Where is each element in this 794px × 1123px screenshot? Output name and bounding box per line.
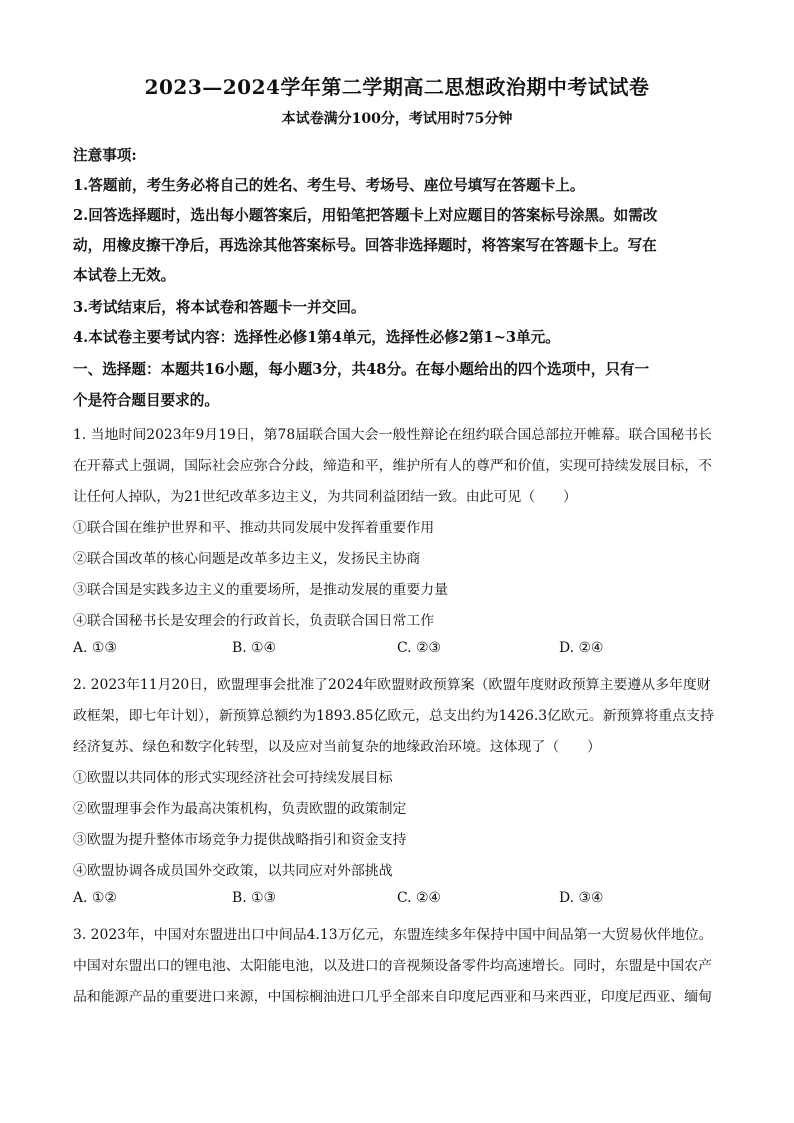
answer-option-a: A. ①③ <box>73 640 117 656</box>
answer-option-b: B. ①③ <box>232 890 276 906</box>
question-stem: 2. 2023年11月20日，欧盟理事会批准了2024年欧盟财政预算案（欧盟年度财政预算主要遵从多年度财 <box>73 677 711 693</box>
question-item: ②联合国改革的核心问题是改革多边主义，发扬民主协商 <box>73 551 421 567</box>
question-stem: 1. 当地时间2023年9月19日，第78届联合国大会一般性辩论在纽约联合国总部拉开帷幕。联合国秘书长 <box>73 427 712 443</box>
notice-line: 1.答题前，考生务必将自己的姓名、考生号、考场号、座位号填写在答题卡上。 <box>73 177 585 194</box>
question-stem: 在开幕式上强调，国际社会应弥合分歧，缔造和平，维护所有人的尊严和价值，实现可持续发展目标，不 <box>73 458 712 474</box>
notice-line: 3.考试结束后，将本试卷和答题卡一并交回。 <box>73 299 366 316</box>
exam-subtitle: 本试卷满分100分，考试用时75分钟 <box>281 111 513 127</box>
question-item: ①欧盟以共同体的形式实现经济社会可持续发展目标 <box>73 770 393 786</box>
answer-option-d: D. ②④ <box>559 640 604 656</box>
question-stem: 中国对东盟出口的锂电池、太阳能电池，以及进口的音视频设备零件均高速增长。同时，东盟是中国农产 <box>73 958 712 974</box>
question-item: ③联合国是实践多边主义的重要场所，是推动发展的重要力量 <box>73 582 449 598</box>
answer-option-c: C. ②③ <box>397 640 441 656</box>
question-stem: 政框架，即七年计划），新预算总额约为1893.85亿欧元，总支出约为1426.3亿欧元。新预算将重点支持 <box>73 708 714 724</box>
answer-option-a: A. ①② <box>73 890 117 906</box>
exam-title: 2023—2024学年第二学期高二思想政治期中考试试卷 <box>144 75 650 99</box>
question-stem: 经济复苏、绿色和数字化转型，以及应对当前复杂的地缘政治环境。这体现了（ ） <box>73 739 601 755</box>
answer-option-c: C. ②④ <box>397 890 441 906</box>
answer-option-b: B. ①④ <box>232 640 276 656</box>
question-item: ②欧盟理事会作为最高决策机构，负责欧盟的政策制定 <box>73 801 407 817</box>
notice-line: 4.本试卷主要考试内容：选择性必修1第4单元，选择性必修2第1~3单元。 <box>73 329 560 346</box>
notice-line: 本试卷上无效。 <box>73 267 176 284</box>
notice-line: 动，用橡皮擦干净后，再选涂其他答案标号。回答非选择题时，将答案写在答题卡上。写在 <box>73 237 657 254</box>
section-heading: 一、选择题：本题共16小题，每小题3分，共48分。在每小题给出的四个选项中，只有一 <box>73 361 650 378</box>
question-item: ①联合国在维护世界和平、推动共同发展中发挥着重要作用 <box>73 520 435 536</box>
question-item: ④欧盟协调各成员国外交政策，以共同应对外部挑战 <box>73 863 393 879</box>
section-heading: 个是符合题目要求的。 <box>73 392 219 409</box>
answer-option-d: D. ③④ <box>559 890 604 906</box>
question-item: ④联合国秘书长是安理会的行政首长，负责联合国日常工作 <box>73 613 435 629</box>
question-stem: 品和能源产品的重要进口来源，中国棕榈油进口几乎全部来自印度尼西亚和马来西亚，印度尼西亚、缅甸 <box>73 989 712 1005</box>
notice-heading: 注意事项: <box>73 147 137 164</box>
notice-line: 2.回答选择题时，选出每小题答案后，用铅笔把答题卡上对应题目的答案标号涂黑。如需改 <box>73 207 658 224</box>
question-stem: 让任何人掉队，为21世纪改革多边主义，为共同利益团结一致。由此可见（ ） <box>73 489 577 505</box>
question-item: ③欧盟为提升整体市场竞争力提供战略指引和资金支持 <box>73 832 407 848</box>
question-stem: 3. 2023年，中国对东盟进出口中间品4.13万亿元，东盟连续多年保持中国中间品第一大贸易伙伴地位。 <box>73 927 713 943</box>
